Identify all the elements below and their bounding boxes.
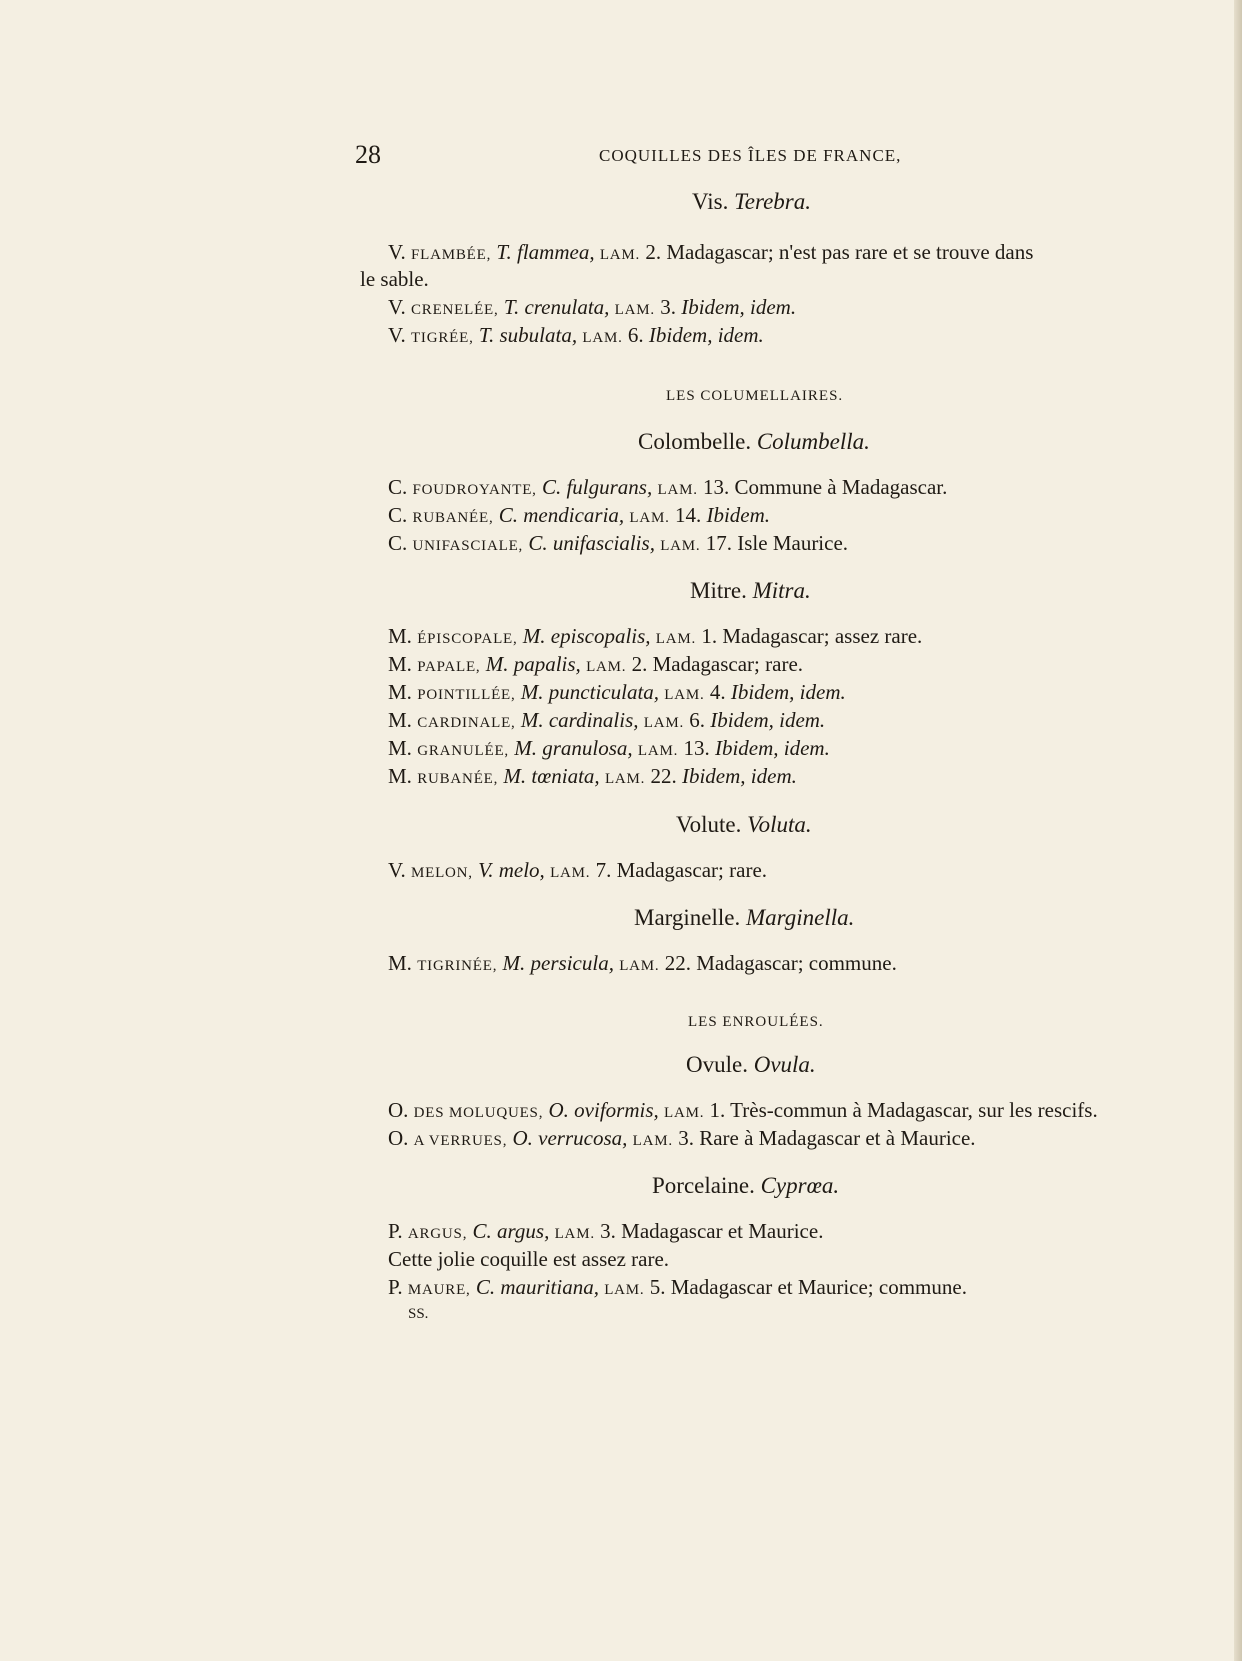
genus-heading-columbella: Colombelle. Columbella. [638,429,870,454]
entry-continuation: Cette jolie coquille est assez rare. [388,1247,670,1271]
entry-terebra-crenulata: V. CRENELÉE, T. crenulata, LAM. 3. Ibidem, idem. [388,295,797,319]
genus-heading-mitra: Mitre. Mitra. [690,578,811,603]
entry-mitra-episcopalis: M. ÉPISCOPALE, M. episcopalis, LAM. 1. Madagascar; assez rare. [388,624,923,648]
page-number: 28 [355,140,381,169]
genus-heading-terebra: Vis. Terebra. [692,189,811,214]
entry-terebra-subulata: V. TIGRÉE, T. subulata, LAM. 6. Ibidem, idem. [388,323,764,347]
entry-mitra-granulosa: M. GRANULÉE, M. granulosa, LAM. 13. Ibidem, idem. [388,736,830,760]
entry-columbella-fulgurans: C. FOUDROYANTE, C. fulgurans, LAM. 13. Commune à Madagascar. [388,475,948,499]
entry-mitra-papalis: M. PAPALE, M. papalis, LAM. 2. Madagascar; rare. [388,652,804,676]
entry-mitra-puncticulata: M. POINTILLÉE, M. puncticulata, LAM. 4. Ibidem, idem. [388,680,846,704]
entry-mitra-cardinalis: M. CARDINALE, M. cardinalis, LAM. 6. Ibidem, idem. [388,708,826,732]
running-title: COQUILLES DES ÎLES DE FRANCE, [599,146,902,165]
signature-mark: SS. [408,1306,429,1322]
entry-columbella-unifascialis: C. UNIFASCIALE, C. unifascialis, LAM. 17. Isle Maurice. [388,531,849,555]
genus-heading-ovula: Ovule. Ovula. [686,1052,816,1077]
entry-terebra-flammea: V. FLAMBÉE, T. flammea, LAM. 2. Madagascar; n'est pas rare et se trouve dans [388,240,1034,264]
page-edge [1234,0,1242,1661]
section-heading-columellaires: LES COLUMELLAIRES. [666,388,844,404]
entry-columbella-mendicaria: C. RUBANÉE, C. mendicaria, LAM. 14. Ibidem. [388,503,771,527]
entry-cypraea-argus: P. ARGUS, C. argus, LAM. 3. Madagascar et Maurice. [388,1219,824,1243]
entry-voluta-melo: V. MELON, V. melo, LAM. 7. Madagascar; rare. [388,858,768,882]
running-head [355,140,1115,170]
entry-cypraea-mauritiana: P. MAURE, C. mauritiana, LAM. 5. Madagascar et Maurice; commune. [388,1275,967,1299]
entry-marginella-persicula: M. TIGRINÉE, M. persicula, LAM. 22. Madagascar; commune. [388,951,897,975]
entry-continuation: le sable. [360,267,429,291]
section-heading-enroulees: LES ENROULÉES. [688,1014,824,1030]
entry-ovula-verrucosa: O. A VERRUES, O. verrucosa, LAM. 3. Rare à Madagascar et à Maurice. [388,1126,976,1150]
genus-heading-marginella: Marginelle. Marginella. [634,905,855,930]
genus-heading-voluta: Volute. Voluta. [676,812,812,837]
entry-mitra-taeniata: M. RUBANÉE, M. tœniata, LAM. 22. Ibidem, idem. [388,764,797,788]
entry-ovula-oviformis: O. DES MOLUQUES, O. oviformis, LAM. 1. Très-commun à Madagascar, sur les rescifs. [388,1098,1098,1122]
genus-heading-cypraea: Porcelaine. Cyprœa. [652,1173,840,1198]
